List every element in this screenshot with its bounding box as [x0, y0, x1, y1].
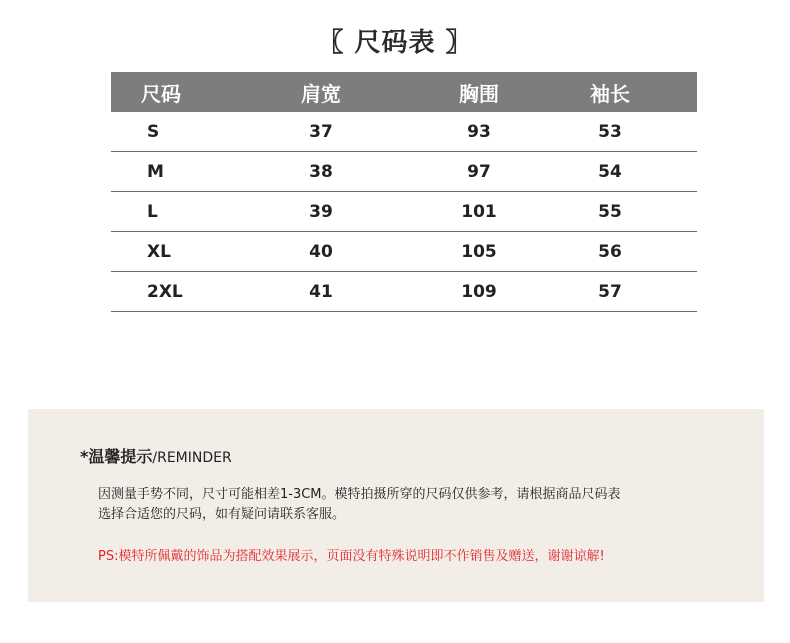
reminder-body-line: 选择合适您的尺码，如有疑问请联系客服。 [98, 507, 346, 522]
cell-size: L [111, 192, 207, 232]
reminder-body-line: 因测量手势不同，尺寸可能相差1-3CM。模特拍摄所穿的尺码仅供参考，请根据商品尺码表 [98, 487, 621, 502]
reminder-heading [80, 444, 232, 467]
cell-sleeve-length: 53 [523, 112, 697, 152]
reminder-heading-cn: *温馨提示 [80, 447, 153, 466]
cell-size: XL [111, 232, 207, 272]
cell-shoulder-width: 39 [207, 192, 435, 232]
table-header-row [111, 72, 697, 112]
cell-sleeve-length: 54 [523, 152, 697, 192]
cell-chest: 93 [435, 112, 523, 152]
cell-chest: 109 [435, 272, 523, 312]
cell-shoulder-width: 41 [207, 272, 435, 312]
reminder-ps-note: PS:模特所佩戴的饰品为搭配效果展示，页面没有特殊说明即不作销售及赠送，谢谢谅解! [98, 549, 605, 564]
table-row [111, 192, 697, 232]
cell-chest: 101 [435, 192, 523, 232]
cell-shoulder-width: 37 [207, 112, 435, 152]
reminder-heading-en: /REMINDER [152, 450, 232, 466]
cell-size: 2XL [111, 272, 207, 312]
cell-sleeve-length: 56 [523, 232, 697, 272]
page-title: 〖 尺码表 〗 [317, 28, 473, 58]
cell-shoulder-width: 38 [207, 152, 435, 192]
size-chart-table [111, 72, 697, 312]
header-sleeve-length: 袖长 [523, 72, 697, 112]
cell-shoulder-width: 40 [207, 232, 435, 272]
cell-size: S [111, 112, 207, 152]
table-row [111, 152, 697, 192]
cell-chest: 105 [435, 232, 523, 272]
reminder-panel [28, 409, 764, 602]
header-shoulder-width: 肩宽 [207, 72, 435, 112]
reminder-body [98, 485, 718, 525]
cell-size: M [111, 152, 207, 192]
cell-sleeve-length: 55 [523, 192, 697, 232]
table-row [111, 112, 697, 152]
table-row [111, 272, 697, 312]
header-chest: 胸围 [435, 72, 523, 112]
cell-sleeve-length: 57 [523, 272, 697, 312]
cell-chest: 97 [435, 152, 523, 192]
header-size: 尺码 [111, 72, 207, 112]
table-row [111, 232, 697, 272]
